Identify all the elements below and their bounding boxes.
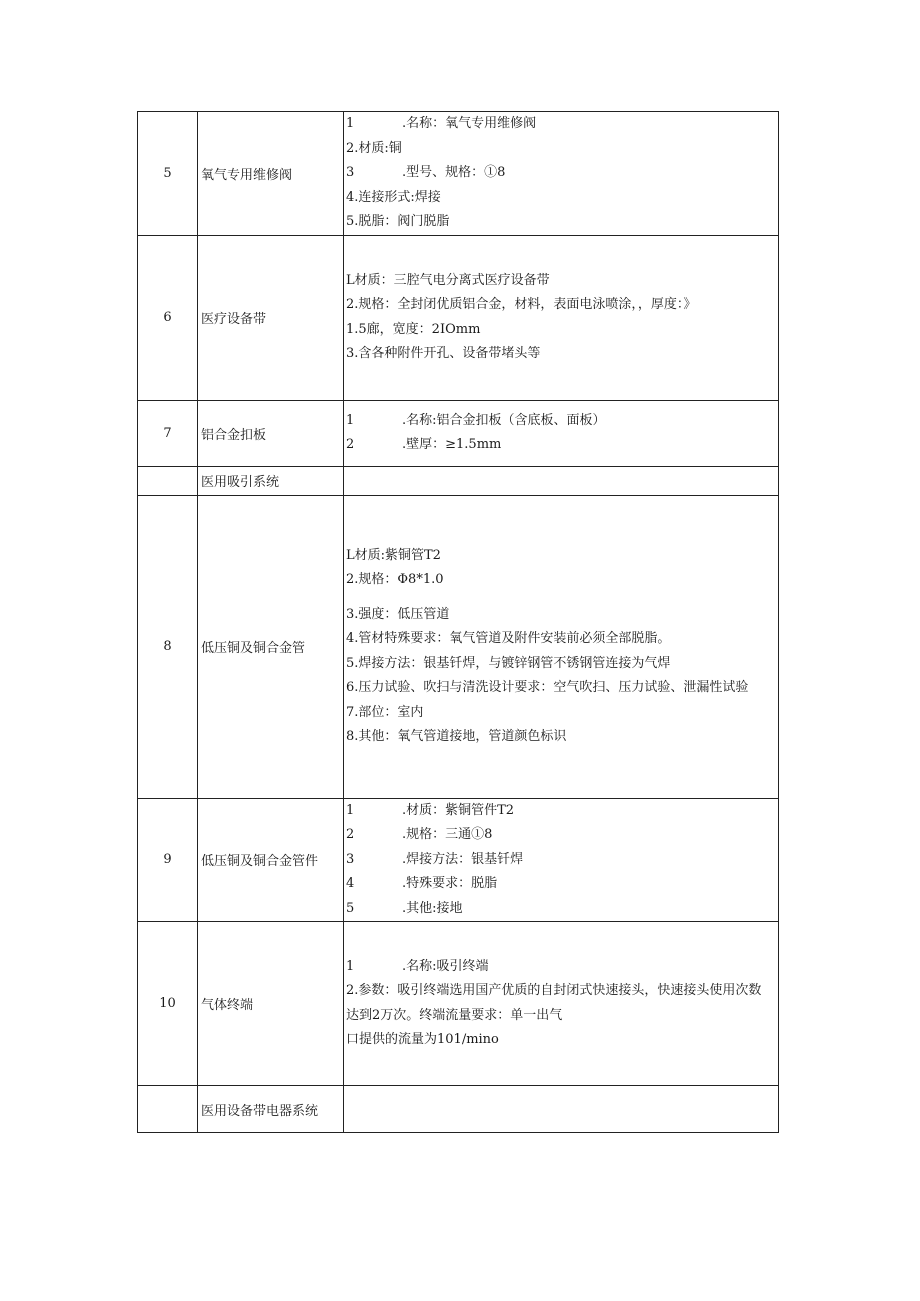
spec-text: 5.脱脂：阀门脱脂 [346, 214, 450, 229]
spec-line: 2.规格：Φ8*1.0 [346, 572, 444, 587]
item-spec [344, 400, 779, 466]
spec-line [346, 848, 774, 873]
section-row [138, 1086, 779, 1133]
spec-line: 8.其他：氧气管道接地，管道颜色标识 [346, 729, 567, 744]
item-number: 8 [138, 495, 198, 798]
item-spec [344, 1086, 779, 1133]
spec-line: L材质：三腔气电分离式医疗设备带 [346, 272, 550, 288]
item-number: 7 [138, 400, 198, 466]
spacer [346, 593, 774, 603]
table-row [138, 235, 779, 400]
spec-text: .规格：三通①8 [402, 827, 493, 842]
spec-text: .名称:铝合金扣板（含底板、面板） [402, 412, 606, 428]
table-row [138, 922, 779, 1086]
item-name: 铝合金扣板 [198, 400, 344, 466]
spec-line [346, 137, 774, 162]
spec-number: 3 [346, 851, 355, 867]
table-row [138, 112, 779, 236]
section-title: 医用吸引系统 [198, 466, 344, 495]
spec-line: 1.5廊，宽度：2IOmm [346, 321, 481, 337]
spec-number: 1 [346, 958, 355, 974]
item-spec [344, 798, 779, 922]
item-name: 氧气专用维修阀 [198, 112, 344, 236]
spec-text: 4.连接形式:焊接 [346, 189, 441, 205]
table-row [138, 495, 779, 798]
item-number [138, 1086, 198, 1133]
table-row [138, 400, 779, 466]
spec-text: 2.材质:铜 [346, 140, 402, 156]
spec-line: 2.参数：吸引终端选用国产优质的自封闭式快速接头，快速接头使用次数达到2万次。终端流量要求：单一出气 [346, 983, 762, 1023]
spec-line: 7.部位：室内 [346, 704, 424, 720]
spec-line [346, 112, 774, 137]
spec-number: 2 [346, 827, 355, 842]
spec-number: 3 [346, 165, 355, 180]
section-row [138, 466, 779, 495]
spec-number: 1 [346, 802, 355, 818]
spec-number: 4 [346, 876, 355, 891]
spec-number: 1 [346, 116, 355, 131]
item-name: 低压铜及铜合金管件 [198, 798, 344, 922]
item-number: 5 [138, 112, 198, 236]
spec-line: 3.强度：低压管道 [346, 606, 450, 622]
spec-line [346, 210, 774, 235]
spec-text: .材质：紫铜管件T2 [402, 802, 515, 818]
spec-line [346, 186, 774, 211]
item-name: 气体终端 [198, 922, 344, 1086]
spec-line [346, 161, 774, 186]
item-number: 9 [138, 798, 198, 922]
specification-table [137, 111, 779, 1133]
spec-line: 2.规格：全封闭优质铝合金，材料，表面电泳喷涂，，厚度：》 [346, 297, 697, 312]
spec-text: .其他:接地 [402, 900, 463, 916]
spec-text: .名称：氧气专用维修阀 [402, 116, 537, 131]
spec-line [346, 799, 774, 824]
spec-line: 4.管材特殊要求：氧气管道及附件安装前必须全部脱脂。 [346, 631, 671, 646]
item-spec [344, 112, 779, 236]
item-spec [344, 235, 779, 400]
item-number: 10 [138, 922, 198, 1086]
spec-text: .名称:吸引终端 [402, 958, 489, 974]
spec-line: L材质:紫铜管T2 [346, 547, 441, 563]
spec-line [346, 872, 774, 897]
spec-line [346, 433, 774, 458]
spec-number: 2 [346, 437, 355, 452]
spec-line: 3.含各种附件开孔、设备带堵头等 [346, 346, 541, 361]
spec-line [346, 897, 774, 922]
spec-line [346, 823, 774, 848]
spec-text: .特殊要求：脱脂 [402, 876, 498, 891]
item-spec [344, 922, 779, 1086]
item-name: 医疗设备带 [198, 235, 344, 400]
item-spec [344, 466, 779, 495]
item-number [138, 466, 198, 495]
item-spec [344, 495, 779, 798]
spec-line [346, 955, 774, 980]
spec-line [346, 409, 774, 434]
section-title: 医用设备带电器系统 [198, 1086, 344, 1133]
spec-line: 6.压力试验、吹扫与清洗设计要求：空气吹扫、压力试验、泄漏性试验 [346, 680, 749, 695]
table-row [138, 798, 779, 922]
spec-text: .型号、规格：①8 [402, 165, 506, 180]
spec-number: 1 [346, 412, 355, 428]
spec-line: 5.焊接方法：银基钎焊，与镀锌钢管不锈钢管连接为气焊 [346, 655, 671, 671]
spec-line: 口提供的流量为101/mino [346, 1032, 499, 1047]
specification-table-sheet [137, 111, 779, 1133]
spec-text: .壁厚：≥1.5mm [402, 437, 502, 452]
spec-number: 5 [346, 900, 355, 916]
item-name: 低压铜及铜合金管 [198, 495, 344, 798]
spec-text: .焊接方法：银基钎焊 [402, 851, 524, 867]
item-number: 6 [138, 235, 198, 400]
